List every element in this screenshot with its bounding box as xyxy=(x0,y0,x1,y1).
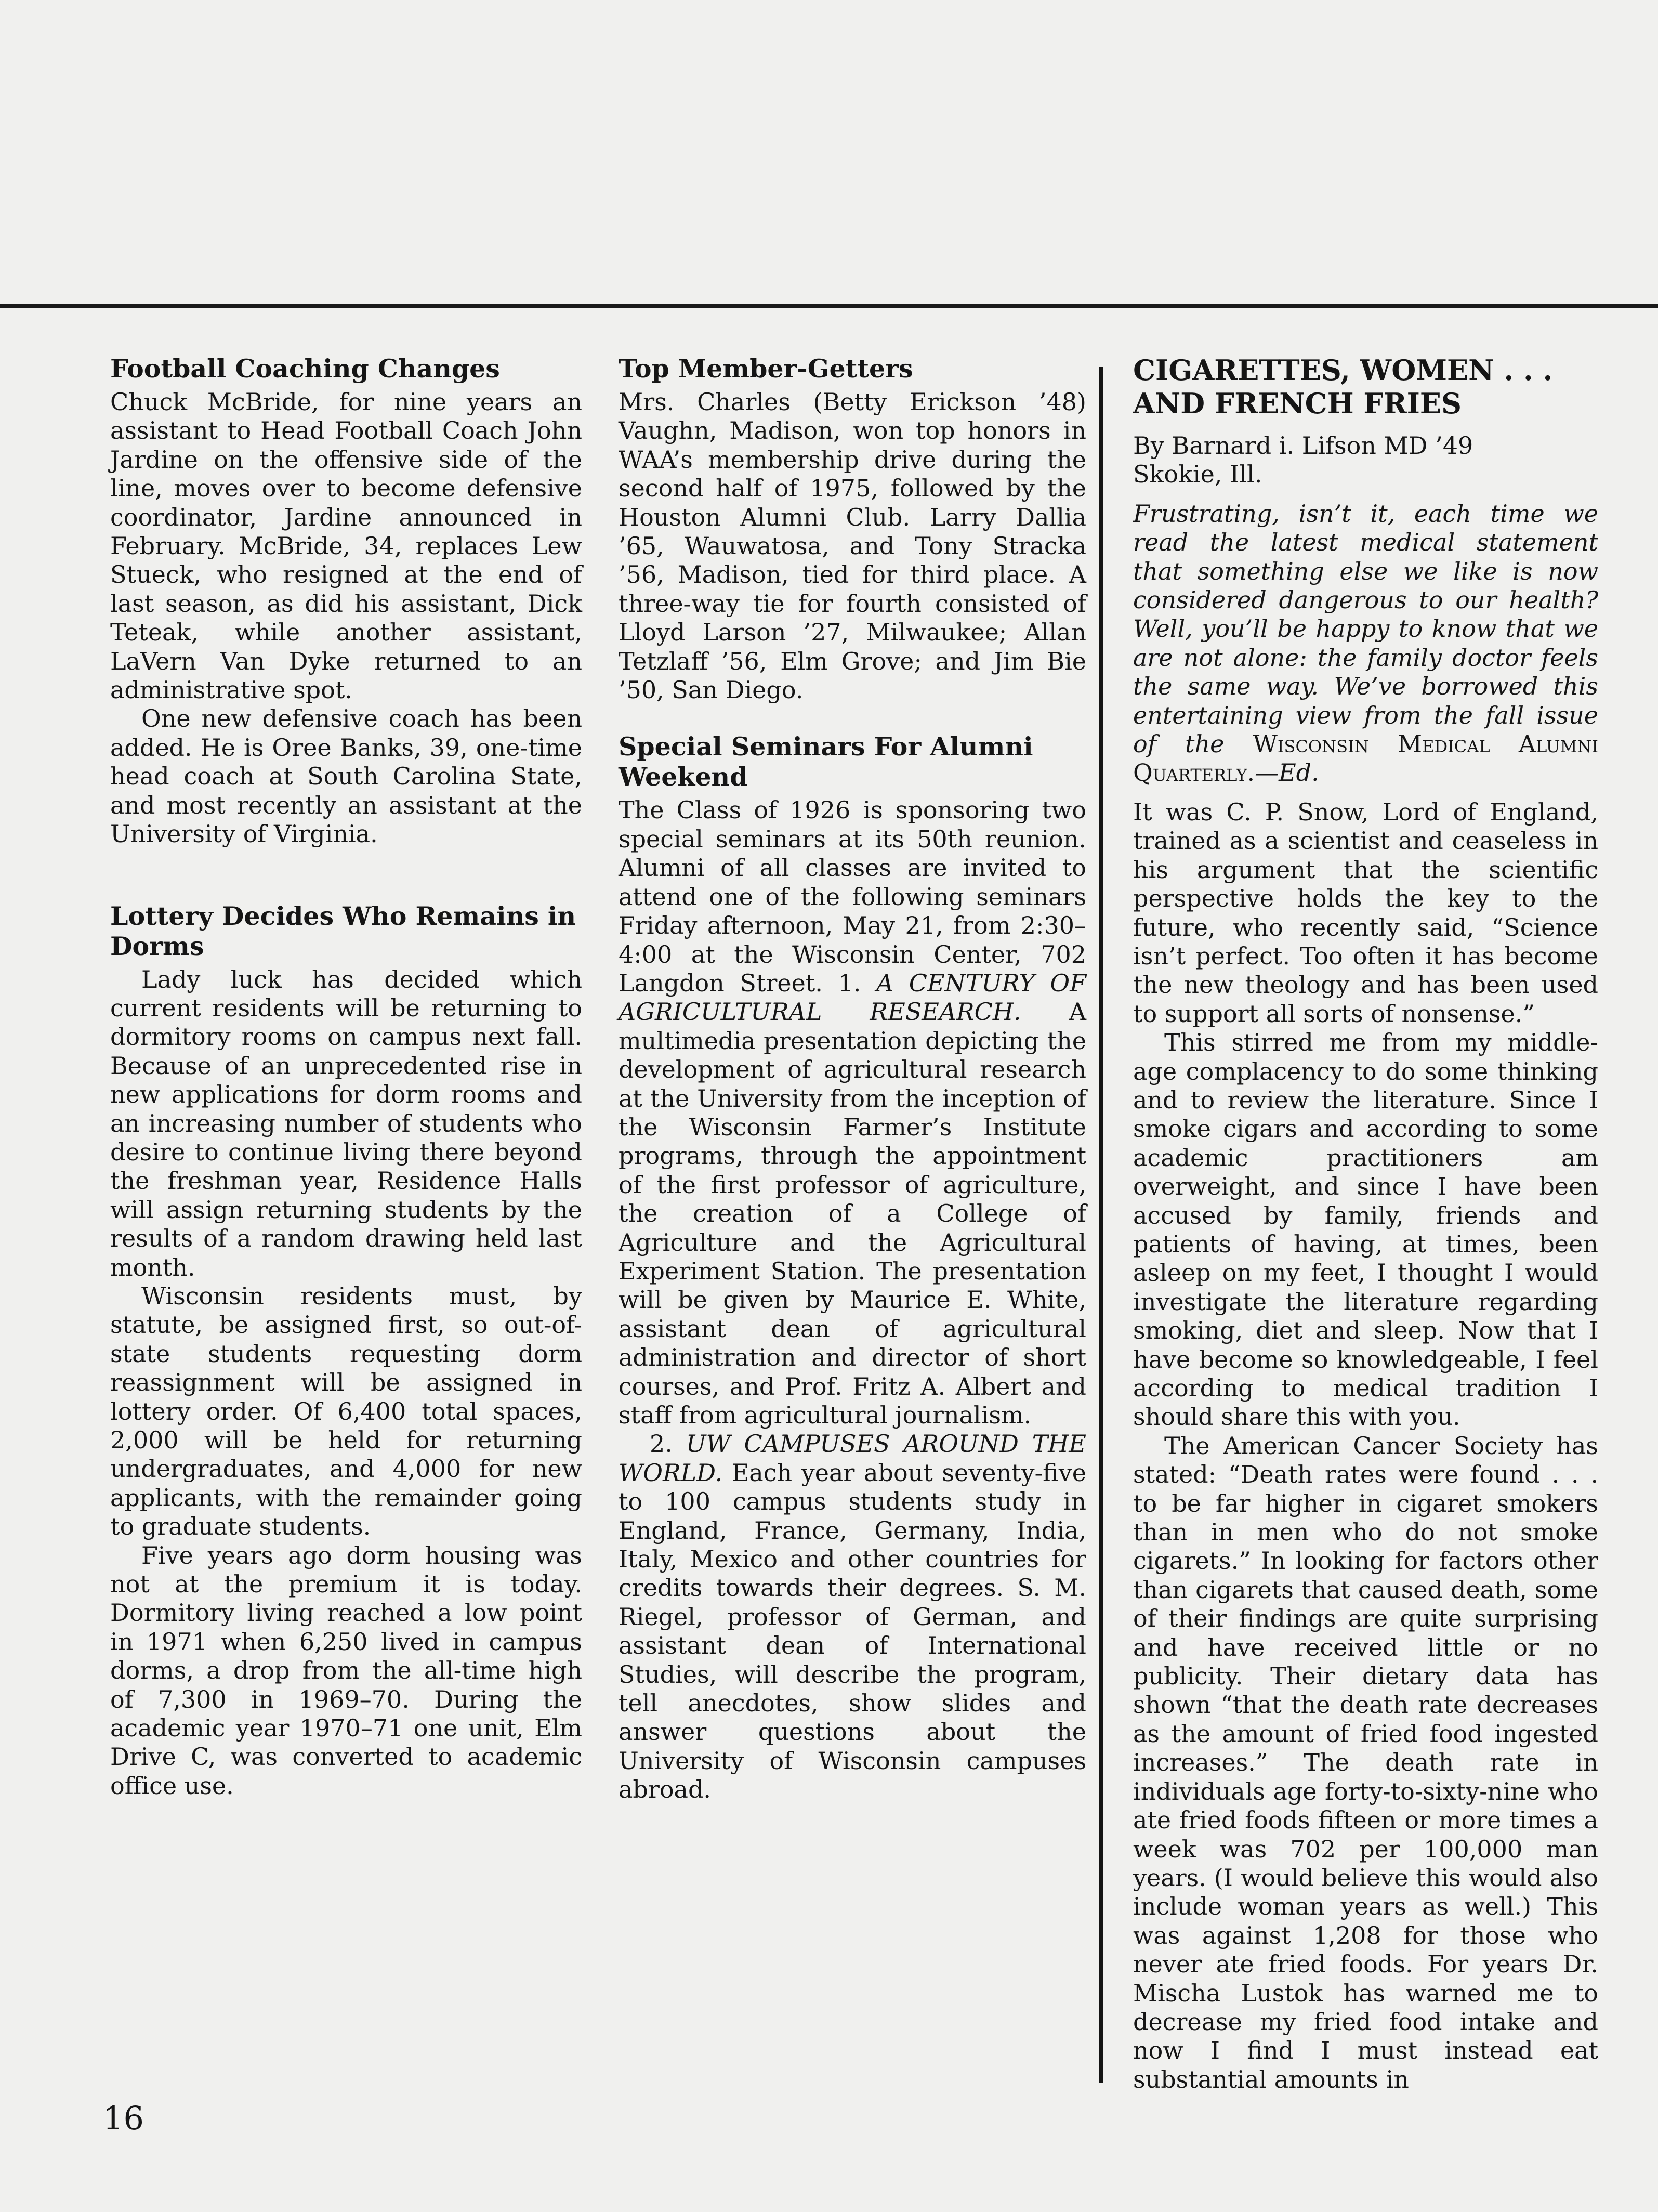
article-paragraph-3: The American Cancer Society has stated: “Death rates were found . . . to be far higher in cigaret smokers than in men who do not smoke cigarets.” In looking for factors other than cigarets that caused death, some of their findings are quite surprising and have received little or no publicity. Their dietary data has shown “that the death rate decreases as the amount of fried food ingested increases.” The death rate in individuals age forty-to-sixty-nine who ate fried foods fifteen or more times a week was 702 per 100,000 man years. (I would believe this would also include woman years as well.) This was against 1,208 for those who never ate fried foods. For years Dr. Mischa Lustok has warned me to decrease my fried food intake and now I find I must instead eat substantial amounts in xyxy=(1133,1431,1598,2093)
journal-name: Wisconsin Medical Alumni Quarterly. xyxy=(1133,730,1598,787)
column-divider xyxy=(1099,367,1103,2083)
seminars-paragraph-2: 2. UW CAMPUSES AROUND THE WORLD. Each year about seventy-five to 100 campus students study in England, France, Germany, India, Italy, Mexico and other countries for credits towards their degrees. S. M. Riegel, professor of German, and assistant dean of International Studies, will describe the program, tell anecdotes, show slides and answer questions about the University of Wisconsin campuses abroad. xyxy=(619,1430,1086,1804)
top-rule xyxy=(0,304,1658,308)
article-paragraph-2: This stirred me from my middle-age complacency to do some thinking and to review the literature. Since I smoke cigars and according to some academic practitioners am overweight, and since I have been accused by family, friends and patients of having, at times, been asleep on my feet, I thought I would investigate the literature regarding smoking, diet and sleep. Now that I have become so knowledgeable, I feel according to medical tradition I should share this with you. xyxy=(1133,1028,1598,1431)
seminar-2-title: UW CAMPUSES AROUND THE WORLD. xyxy=(619,1430,1086,1487)
editor-intro: Frustrating, isn’t it, each time we read the latest medical statement that something else we like is now considered dangerous to our health? Well, you’ll be happy to know that we are not alone: the family doctor feels the same way. We’ve borrowed this entertaining view from the fall issue of the Wisconsin Medical Alumni Quarterly.—Ed. xyxy=(1133,499,1598,787)
member-getters-paragraph: Mrs. Charles (Betty Erickson ’48) Vaughn, Madison, won top honors in WAA’s membership drive during the second half of 1975, followed by the Houston Alumni Club. Larry Dallia ’65, Wauwatosa, and Tony Stracka ’56, Madison, tied for third place. A three-way tie for fourth consisted of Lloyd Larson ’27, Milwaukee; Allan Tetzlaff ’56, Elm Grove; and Jim Bie ’50, San Diego. xyxy=(619,388,1086,704)
cigarettes-heading: CIGARETTES, WOMEN . . . AND FRENCH FRIES xyxy=(1133,354,1553,420)
seminars-paragraph-1: The Class of 1926 is sponsoring two special seminars at its 50th reunion. Alumni of all classes are invited to attend one of the following seminars Friday afternoon, May 21, from 2:30–4:00 at the Wisconsin Center, 702 Langdon Street. 1. A CENTURY OF AGRICULTURAL RESEARCH. A multimedia presentation depicting the development of agricultural research at the University from the inception of the Wisconsin Farmer’s Institute programs, through the appointment of the first professor of agriculture, the creation of a College of Agriculture and the Agricultural Experiment Station. The presentation will be given by Maurice E. White, assistant dean of agricultural administration and director of short courses, and Prof. Fritz A. Albert and staff from agricultural journalism. xyxy=(619,796,1087,1429)
article-paragraph-1: It was C. P. Snow, Lord of England, trained as a scientist and ceaseless in his argument that the scientific perspective holds the key to the future, who recently said, “Science isn’t perfect. Too often it has become the new theology and has been used to support all sorts of nonsense.” xyxy=(1133,797,1598,1028)
football-paragraph-1: Chuck McBride, for nine years an assistant to Head Football Coach John Jardine on the offensive side of the line, moves over to become defensive coordinator, Jardine announced in February. McBride, 34, replaces Lew Stueck, who resigned at the end of last season, as did his assistant, Dick Teteak, while another assistant, LaVern Van Dyke returned to an administrative spot. xyxy=(110,388,582,704)
lottery-paragraph-3: Five years ago dorm housing was not at the premium it is today. Dormitory living reached a low point in 1971 when 6,250 lived in campus dorms, a drop from the all-time high of 7,300 in 1969–70. During the academic year 1970–71 one unit, Elm Drive C, was converted to academic office use. xyxy=(110,1541,582,1800)
seminar-1-title: A CENTURY OF AGRICULTURAL RESEARCH. xyxy=(619,968,1087,1026)
column-2 xyxy=(619,354,1086,1804)
lottery-paragraph-1: Lady luck has decided which current residents will be returning to dormitory rooms on campus next fall. Because of an unprecedented rise in new applications for dorm rooms and an increasing number of students who desire to continue living there beyond the freshman year, Residence Halls will assign returning students by the results of a random drawing held last month. xyxy=(110,965,582,1281)
byline: By Barnard i. Lifson MD ’49 Skokie, Ill. xyxy=(1133,431,1473,489)
page-number: 16 xyxy=(103,2099,144,2137)
column-1 xyxy=(110,354,582,1800)
lottery-paragraph-2: Wisconsin residents must, by statute, be assigned first, so out-of-state students requesting dorm reassignment will be assigned in lottery order. Of 6,400 total spaces, 2,000 will be held for returning undergraduates, and 4,000 for new applicants, with the remainder going to graduate students. xyxy=(110,1281,582,1541)
football-heading: Football Coaching Changes xyxy=(110,354,500,384)
football-paragraph-2: One new defensive coach has been added. He is Oree Banks, 39, one-time head coach at South Carolina State, and most recently an assistant at the University of Virginia. xyxy=(110,704,582,848)
seminars-heading: Special Seminars For Alumni Weekend xyxy=(619,731,1033,792)
column-3 xyxy=(1133,354,1598,2094)
lottery-heading: Lottery Decides Who Remains in Dorms xyxy=(110,900,576,961)
member-getters-heading: Top Member-Getters xyxy=(619,354,913,384)
